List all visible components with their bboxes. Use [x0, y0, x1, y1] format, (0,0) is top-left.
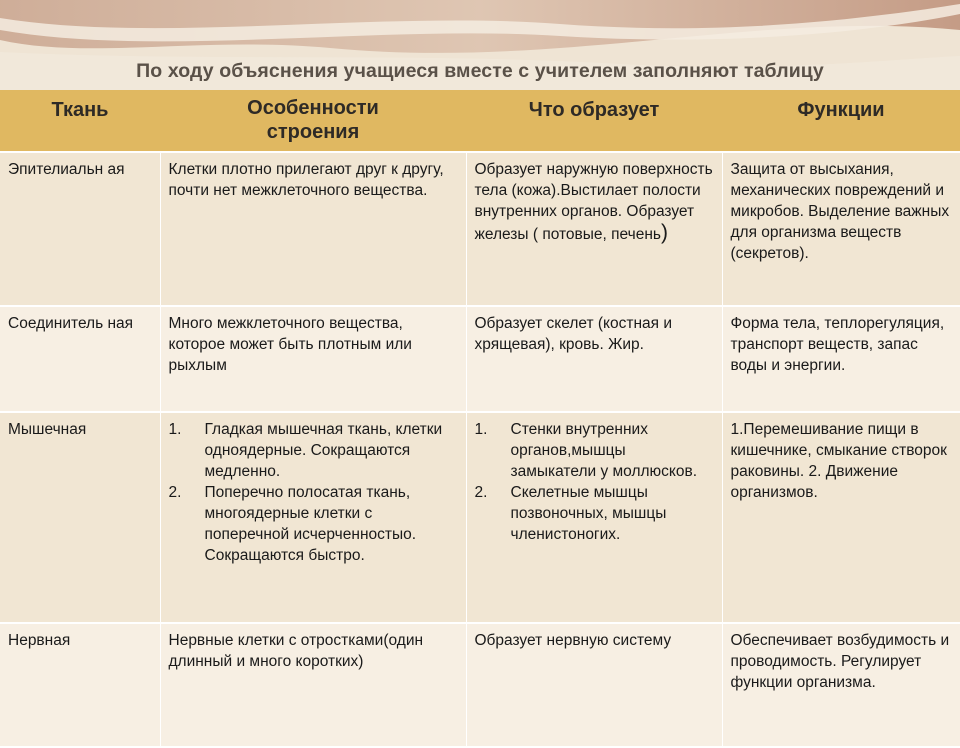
list-number: 1. [168, 421, 182, 438]
forms-text-end: ) [660, 221, 668, 244]
table-row [0, 623, 960, 747]
list-number: 2. [168, 484, 182, 501]
list-item [169, 419, 458, 482]
list-item [475, 482, 714, 545]
list-number: 2. [474, 484, 488, 501]
list-text: Гладкая мышечная ткань, клетки одноядерные. Сокращаются медленно. [204, 421, 443, 480]
tissue-name: Эпителиальн ая [0, 152, 160, 306]
forms-cell [466, 412, 722, 623]
structure-cell [160, 412, 466, 623]
functions-cell: 1.Перемешивание пищи в кишечнике, смыкание створок раковины. 2. Движение организмов. [722, 412, 960, 623]
header-forms: Что образует [466, 90, 722, 152]
structure-list [169, 419, 458, 566]
list-text: Поперечно полосатая ткань, многоядерные клетки с поперечной исчерченностыо. Сокращаются быстро. [204, 484, 417, 564]
header-structure: Особенности строения [160, 90, 466, 152]
tissue-name: Нервная [0, 623, 160, 747]
tissue-name: Соединитель ная [0, 306, 160, 412]
table-row [0, 152, 960, 306]
list-item [169, 482, 458, 566]
header-tissue: Ткань [0, 90, 160, 152]
forms-cell: Образует скелет (костная и хрящевая), кровь. Жир. [466, 306, 722, 412]
table-header-row [0, 90, 960, 152]
forms-text: Образует наружную поверхность тела (кожа).Выстилает полости внутренних органов. Образует железы ( потовые, печень [474, 161, 713, 243]
functions-cell: Защита от высыхания, механических повреждений и микробов. Выделение важных для организма веществ (секретов). [722, 152, 960, 306]
functions-cell: Форма тела, теплорегуляция, транспорт веществ, запас воды и энергии. [722, 306, 960, 412]
tissue-name: Мышечная [0, 412, 160, 623]
forms-list [475, 419, 714, 545]
list-text: Скелетные мышцы позвоночных, мышцы членистоногих. [510, 484, 667, 543]
structure-cell: Много межклеточного вещества, которое может быть плотным или рыхлым [160, 306, 466, 412]
forms-cell: Образует нервную систему [466, 623, 722, 747]
tissue-table [0, 90, 960, 748]
structure-cell: Клетки плотно прилегают друг к другу, почти нет межклеточного вещества. [160, 152, 466, 306]
list-text: Стенки внутренних органов,мышцы замыкатели у моллюсков. [510, 421, 698, 480]
list-item [475, 419, 714, 482]
structure-cell: Нервные клетки с отростками(один длинный и много коротких) [160, 623, 466, 747]
list-number: 1. [474, 421, 488, 438]
page-title: По ходу объяснения учащиеся вместе с учителем заполняют таблицу [136, 60, 824, 82]
forms-cell [466, 152, 722, 306]
table-row [0, 412, 960, 623]
functions-cell: Обеспечивает возбудимость и проводимость. Регулирует функции организма. [722, 623, 960, 747]
table-row [0, 306, 960, 412]
header-functions: Функции [722, 90, 960, 152]
